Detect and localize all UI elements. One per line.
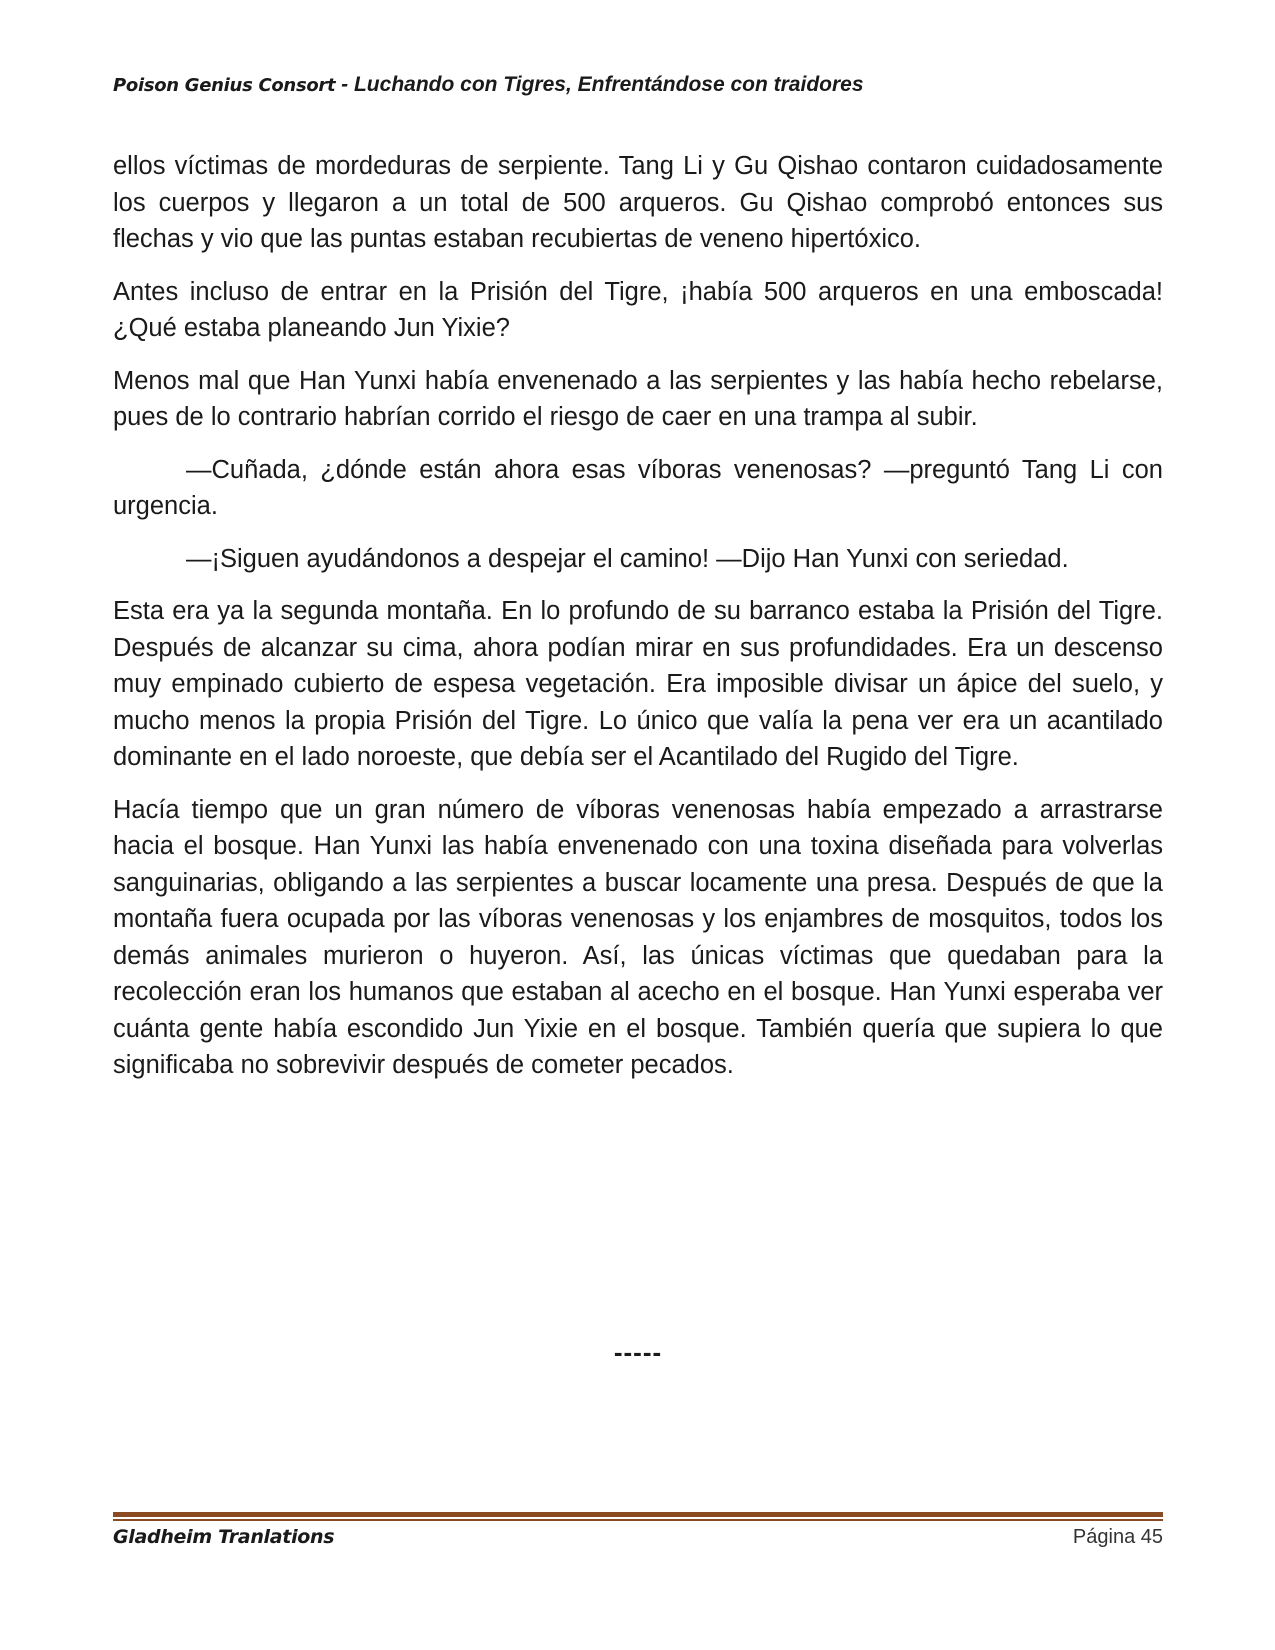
header-chapter-title: Luchando con Tigres, Enfrentándose con traidores [353,73,864,96]
footer-rule [113,1512,1163,1522]
header-series-title: Poison Genius Consort [113,75,336,96]
paragraph: Hacía tiempo que un gran número de víboras venenosas había empezado a arrastrarse hacia el bosque. Han Yunxi las había envenenado con una toxina diseñada para volverlas sanguinarias, obligando a las serpientes a buscar locamente una presa. Después de que la montaña fuera ocupada por las víboras venenosas y los enjambres de mosquitos, todos los demás animales murieron o huyeron. Así, las únicas víctimas que quedaban para la recolección eran los humanos que estaban al acecho en el bosque. Han Yunxi esperaba ver cuánta gente había escondido Jun Yixie en el bosque. También quería que supiera lo que significaba no sobrevivir después de cometer pecados. [113,795,1163,1079]
dialogue-paragraph: —Cuñada, ¿dónde están ahora esas víboras venenosas? —preguntó Tang Li con urgencia. [113,455,1163,520]
footer-rule-thick [113,1512,1163,1517]
running-header [113,73,1163,97]
header-separator: - [335,73,354,96]
page-number: Página 45 [1072,1526,1163,1548]
paragraph: ellos víctimas de mordeduras de serpiente. Tang Li y Gu Qishao contaron cuidadosamente los cuerpos y llegaron a un total de 500 arqueros. Gu Qishao comprobó entonces sus flechas y vio que las puntas estaban recubiertas de veneno hipertóxico. [113,152,1163,253]
section-separator: ----- [613,1337,663,1367]
paragraph: Menos mal que Han Yunxi había envenenado a las serpientes y las había hecho rebelarse, pues de lo contrario habrían corrido el riesgo de caer en una trampa al subir. [113,366,1163,431]
body-text [113,148,1163,1100]
footer-rule-thin [113,1519,1163,1521]
dialogue-paragraph: —¡Siguen ayudándonos a despejar el camino! —Dijo Han Yunxi con seriedad. [186,544,1069,573]
paragraph: Antes incluso de entrar en la Prisión del Tigre, ¡había 500 arqueros en una emboscada! ¿Qué estaba planeando Jun Yixie? [113,277,1163,342]
footer-publisher: Gladheim Tranlations [113,1526,335,1548]
document-page [113,0,1163,1650]
paragraph: Esta era ya la segunda montaña. En lo profundo de su barranco estaba la Prisión del Tigre. Después de alcanzar su cima, ahora podían mirar en sus profundidades. Era un descenso muy empinado cubierto de espesa vegetación. Era imposible divisar un ápice del suelo, y mucho menos la propia Prisión del Tigre. Lo único que valía la pena ver era un acantilado dominante en el lado noroeste, que debía ser el Acantilado del Rugido del Tigre. [113,597,1163,771]
